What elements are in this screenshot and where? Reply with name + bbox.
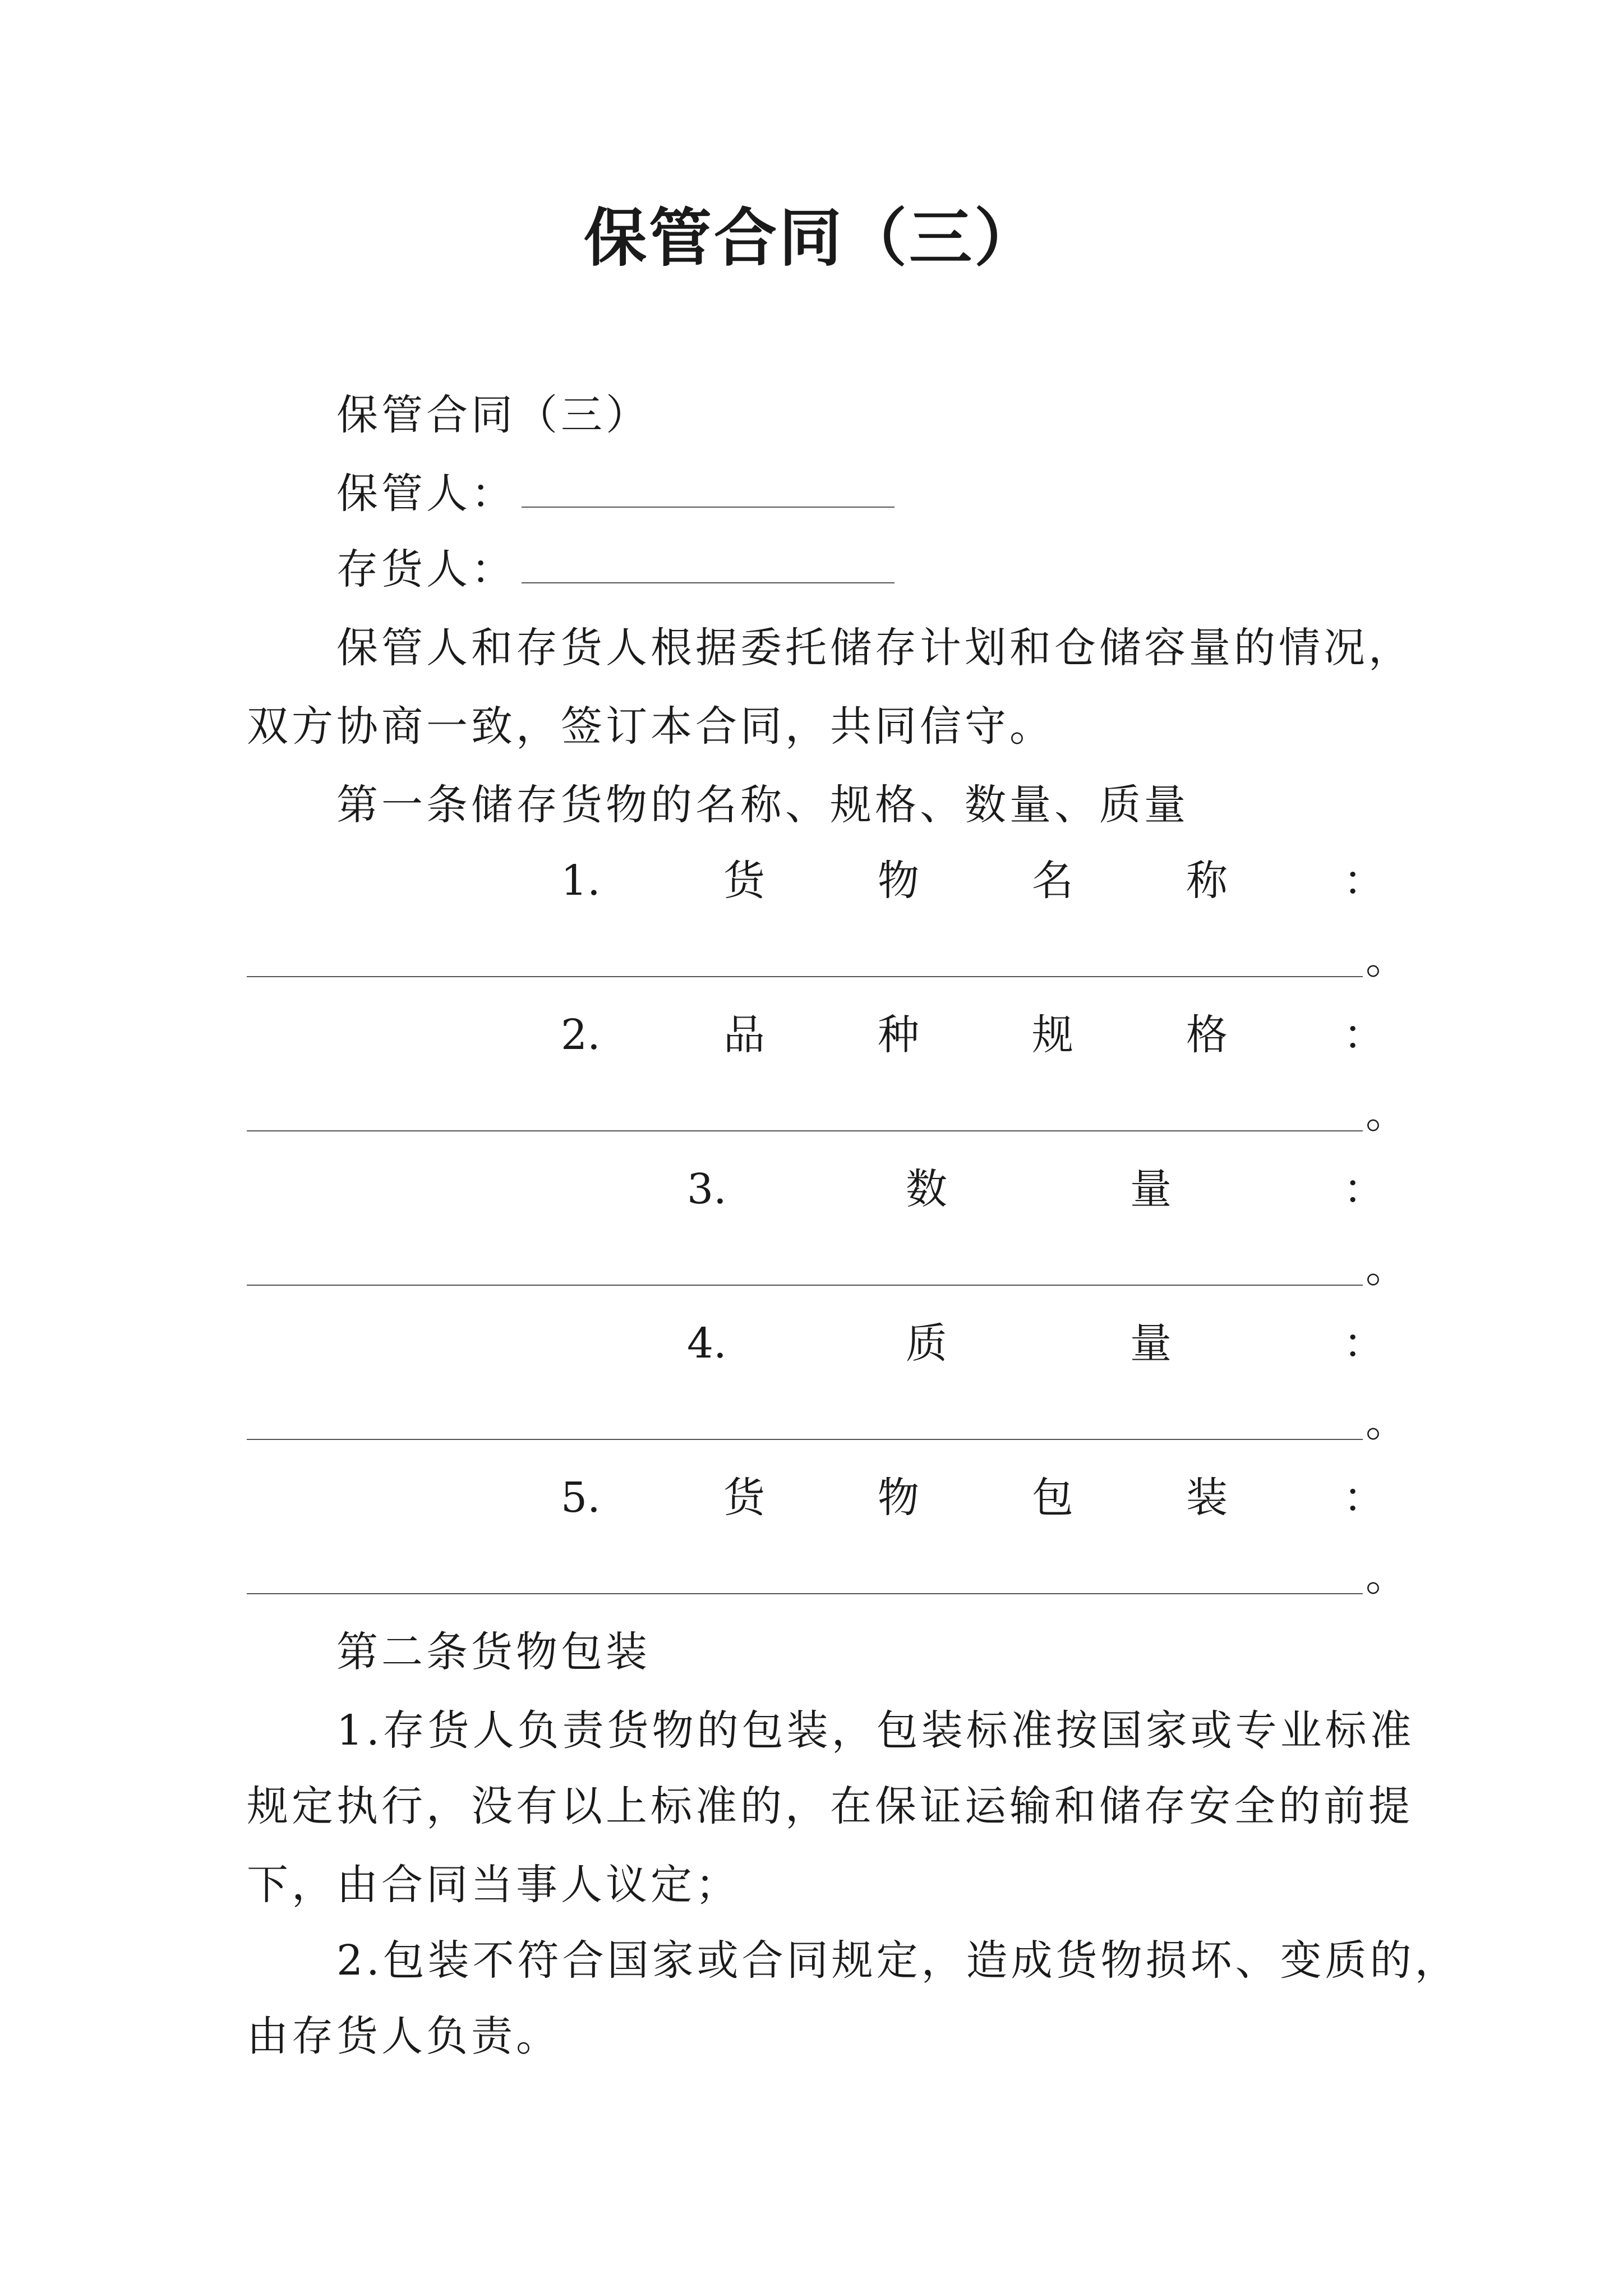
item-char: 物 — [878, 1474, 919, 1522]
item-char: 规 — [1032, 1011, 1073, 1059]
item-end-mark: 。 — [1366, 1244, 1407, 1292]
item-number: 3. — [687, 1165, 727, 1213]
item-row-1 — [247, 853, 1385, 909]
article-2-heading: 第二条货物包装 — [336, 1628, 651, 1676]
item-number: 4. — [687, 1319, 727, 1368]
article-1-heading: 第一条储存货物的名称、规格、数量、质量 — [336, 781, 1189, 829]
item-colon: ： — [1343, 1165, 1385, 1213]
item-row-4 — [247, 1315, 1385, 1372]
intro-line-1: 保管人和存货人根据委托储存计划和仓储容量的情况， — [336, 624, 1413, 672]
custodian-line — [336, 466, 895, 522]
fill-line — [247, 1130, 1363, 1131]
item-number: 5. — [561, 1474, 601, 1522]
article-2-para-1-line-1: 1.存货人负责货物的包装，包装标准按国家或专业标准 — [336, 1706, 1415, 1755]
article-2-para-2-line-2: 由存货人负责。 — [247, 2012, 561, 2060]
custodian-blank — [522, 467, 895, 508]
item-char: 质 — [906, 1319, 947, 1368]
fill-line — [247, 1593, 1363, 1594]
article-2-para-2-line-1: 2.包装不符合国家或合同规定，造成货物损坏、变质的， — [336, 1936, 1460, 1985]
item-char: 货 — [723, 857, 765, 905]
item-row-3 — [247, 1161, 1385, 1217]
item-char: 量 — [1130, 1319, 1172, 1368]
item-blank-2 — [247, 1085, 1407, 1142]
item-end-mark: 。 — [1366, 935, 1407, 983]
fill-line — [247, 1439, 1363, 1440]
depositor-line — [336, 541, 895, 597]
item-char: 格 — [1186, 1011, 1228, 1059]
item-end-mark: 。 — [1366, 1552, 1407, 1600]
item-char: 量 — [1130, 1165, 1172, 1213]
item-char: 名 — [1032, 857, 1073, 905]
item-char: 物 — [878, 857, 919, 905]
intro-line-2: 双方协商一致，签订本合同，共同信守。 — [247, 702, 1054, 751]
item-end-mark: 。 — [1366, 1398, 1407, 1446]
item-char: 包 — [1032, 1474, 1073, 1522]
article-2-para-1-line-2: 规定执行，没有以上标准的，在保证运输和储存安全的前提 — [247, 1782, 1413, 1830]
item-colon: ： — [1343, 1011, 1385, 1059]
item-colon: ： — [1343, 1474, 1385, 1522]
item-colon: ： — [1343, 857, 1385, 905]
custodian-label: 保管人： — [336, 470, 516, 518]
item-blank-3 — [247, 1240, 1407, 1296]
fill-line — [247, 976, 1363, 977]
item-colon: ： — [1343, 1319, 1385, 1368]
item-char: 品 — [723, 1011, 765, 1059]
item-blank-1 — [247, 931, 1407, 987]
fill-line — [247, 1285, 1363, 1286]
item-char: 货 — [723, 1474, 765, 1522]
item-number: 2. — [561, 1011, 601, 1059]
item-row-5 — [247, 1470, 1385, 1526]
item-char: 数 — [906, 1165, 947, 1213]
item-char: 称 — [1186, 857, 1228, 905]
item-row-2 — [247, 1007, 1385, 1063]
subtitle: 保管合同（三） — [336, 391, 651, 439]
item-number: 1. — [561, 857, 601, 905]
item-end-mark: 。 — [1366, 1089, 1407, 1138]
article-2-para-1-line-3: 下，由合同当事人议定； — [247, 1861, 740, 1909]
depositor-blank — [522, 543, 895, 583]
item-char: 装 — [1186, 1474, 1228, 1522]
depositor-label: 存货人： — [336, 545, 516, 593]
item-char: 种 — [878, 1011, 919, 1059]
item-blank-5 — [247, 1548, 1407, 1604]
document-title: 保管合同（三） — [584, 201, 1039, 275]
item-blank-4 — [247, 1394, 1407, 1450]
